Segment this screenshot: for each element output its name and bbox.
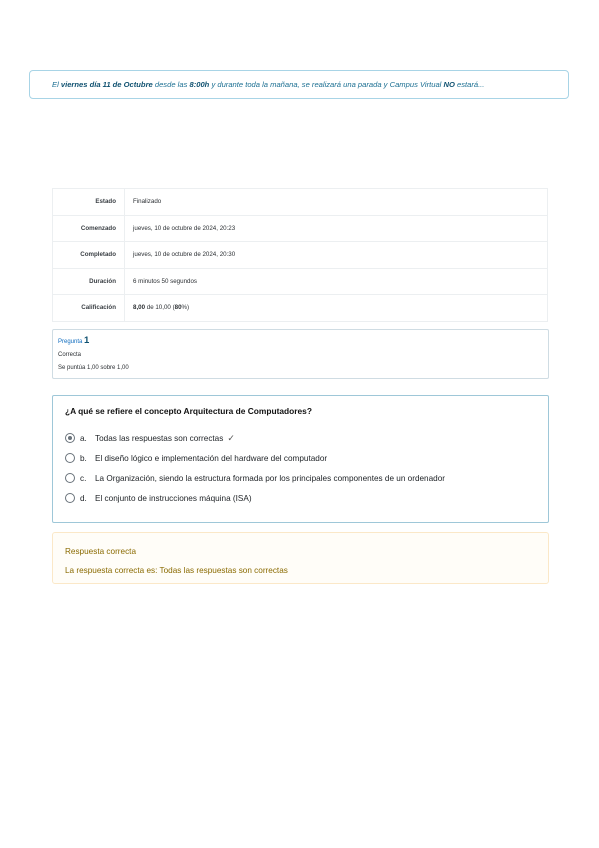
notice-no: NO [443, 80, 455, 89]
feedback-title: Respuesta correcta [65, 547, 136, 556]
answer-option-d[interactable] [65, 488, 536, 508]
grade-end: %) [181, 304, 190, 312]
option-text: La Organización, siendo la estructura formada por los principales componentes de un ordenador [95, 473, 445, 483]
summary-row-completed [53, 242, 548, 269]
grade-percent: 80 [174, 304, 182, 312]
attempt-summary-table [52, 188, 548, 322]
question-number [58, 334, 543, 349]
notice-suffix: estará... [454, 80, 485, 89]
option-text: El diseño lógico e implementación del hardware del computador [95, 453, 328, 463]
question-content [52, 395, 549, 523]
option-letter: a. [80, 433, 87, 443]
summary-row-grade [53, 295, 548, 322]
grade-score: 8,00 [133, 304, 146, 312]
summary-row-started [53, 215, 548, 242]
summary-label: Estado [53, 189, 125, 216]
radio-icon[interactable] [65, 493, 75, 503]
radio-icon[interactable] [65, 473, 75, 483]
notice-mid1: desde las [152, 80, 190, 89]
summary-grade-value [125, 295, 548, 322]
grade-mid: de 10,00 ( [145, 304, 175, 312]
question-text: ¿A qué se refiere el concepto Arquitectura de Computadores? [65, 406, 312, 416]
check-icon: ✓ [227, 432, 235, 443]
summary-value: jueves, 10 de octubre de 2024, 20:23 [133, 224, 236, 232]
question-state: Correcta [58, 352, 82, 358]
option-text: Todas las respuestas son correctas [95, 433, 224, 443]
option-text: El conjunto de instrucciones máquina (ISA) [95, 493, 252, 503]
radio-icon[interactable] [65, 453, 75, 463]
answer-option-a[interactable] [65, 428, 536, 448]
summary-label: Comenzado [53, 215, 125, 242]
summary-value: jueves, 10 de octubre de 2024, 20:30 [133, 251, 236, 259]
notice-day: viernes día 11 de Octubre [60, 80, 153, 89]
notice-time: 8:00h [189, 80, 210, 89]
feedback-panel [52, 532, 549, 584]
summary-row-state [53, 189, 548, 216]
option-letter: c. [80, 473, 87, 483]
answer-option-b[interactable] [65, 448, 536, 468]
notice-prefix: El [52, 80, 61, 89]
question-info-panel [52, 329, 549, 379]
summary-row-duration [53, 268, 548, 295]
question-label: Pregunta [58, 339, 83, 345]
question-number-value: 1 [84, 335, 90, 346]
summary-label: Completado [53, 242, 125, 269]
radio-selected-icon[interactable] [65, 433, 75, 443]
summary-label: Calificación [53, 295, 125, 322]
question-mark: Se puntúa 1,00 sobre 1,00 [58, 365, 129, 371]
summary-label: Duración [53, 268, 125, 295]
summary-value: Finalizado [133, 198, 162, 206]
notice-mid2: y durante toda la mañana, se realizará una parada y Campus Virtual [209, 80, 444, 89]
feedback-text: La respuesta correcta es: Todas las respuestas son correctas [65, 566, 288, 575]
summary-value: 6 minutos 50 segundos [133, 277, 197, 285]
maintenance-notice-banner [29, 70, 569, 99]
maintenance-notice-text [52, 80, 484, 89]
answer-option-c[interactable] [65, 468, 536, 488]
option-letter: d. [80, 493, 87, 503]
option-letter: b. [80, 453, 87, 463]
